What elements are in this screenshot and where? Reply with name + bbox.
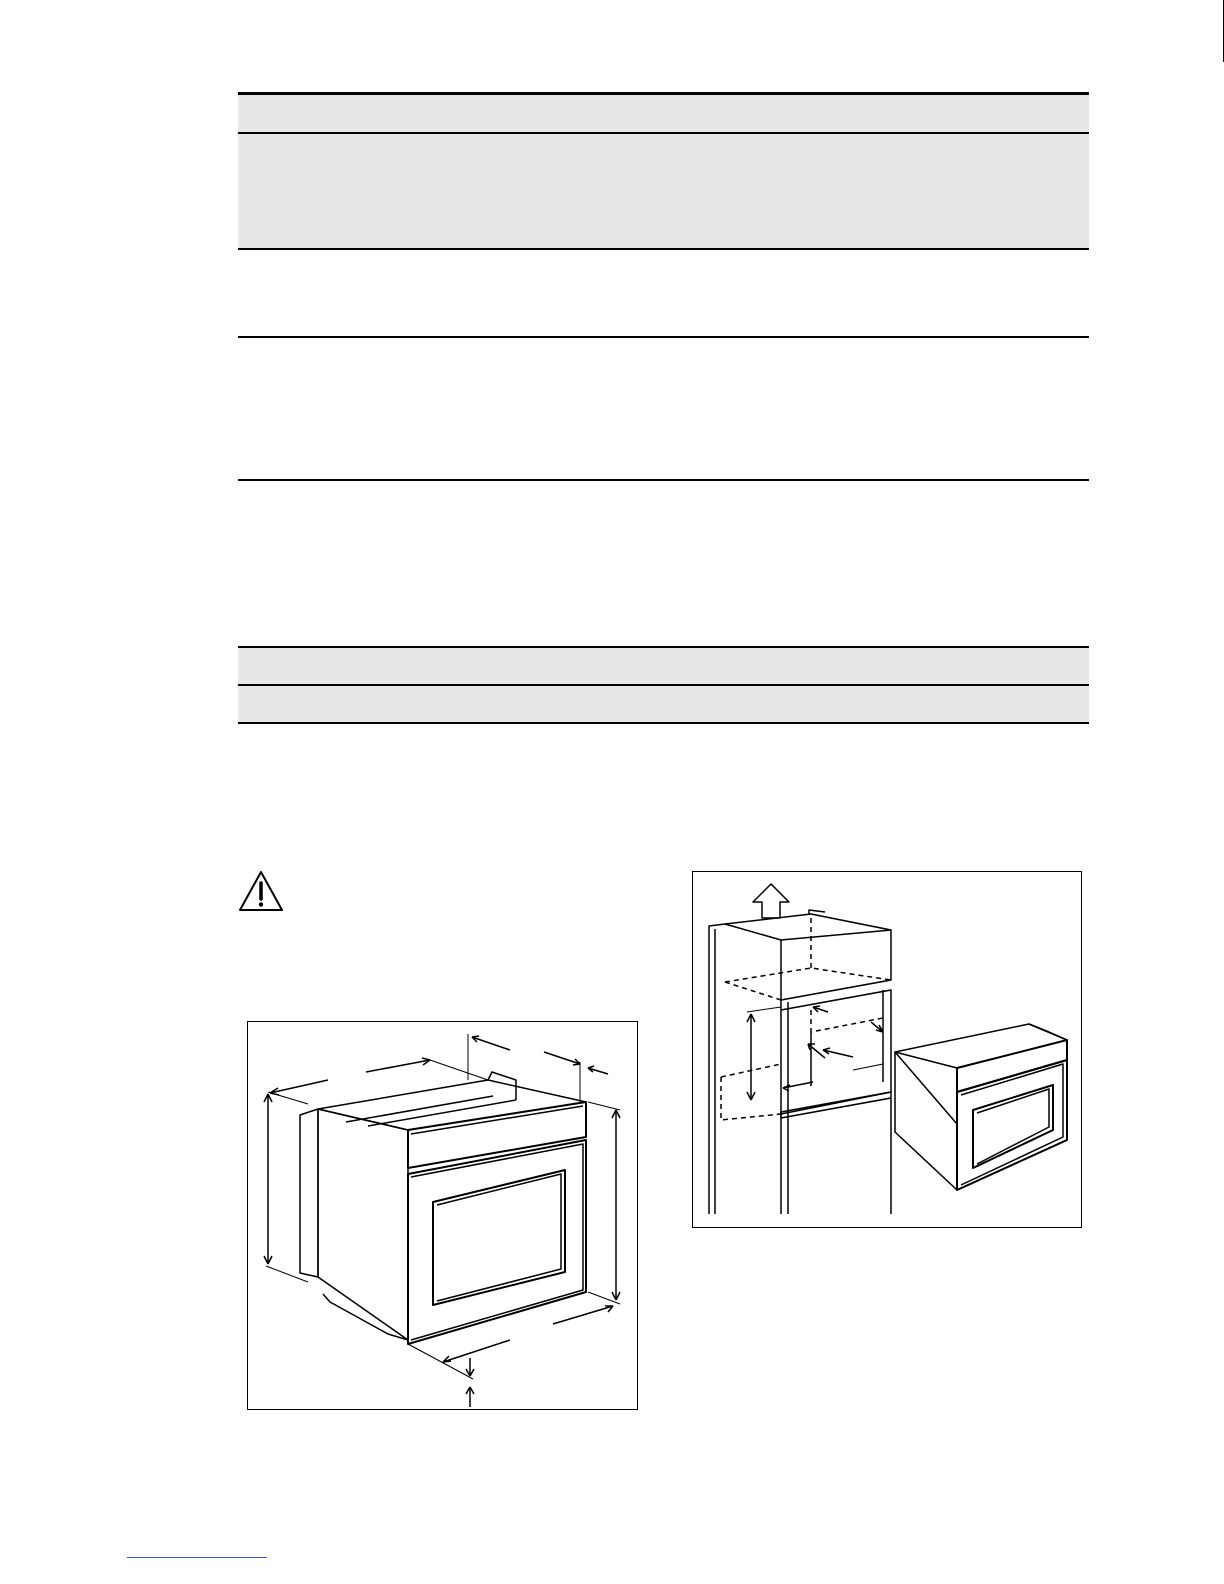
specs-table xyxy=(238,92,1089,481)
table-row xyxy=(238,686,1089,724)
table-row xyxy=(238,338,1089,481)
table-row xyxy=(238,250,1089,338)
oven-dimensions-figure xyxy=(247,1021,638,1410)
specs-table-header xyxy=(238,92,1089,134)
table-row xyxy=(238,134,1089,250)
warning-triangle-icon xyxy=(238,870,284,912)
oven-dimensions-drawing xyxy=(248,1022,637,1409)
second-table xyxy=(238,646,1089,724)
cabinet-installation-drawing xyxy=(693,872,1081,1227)
second-table-header xyxy=(238,646,1089,686)
footer-link-underline[interactable] xyxy=(127,1557,267,1558)
arrow-up-icon xyxy=(753,884,789,918)
cabinet-installation-figure xyxy=(692,871,1082,1228)
